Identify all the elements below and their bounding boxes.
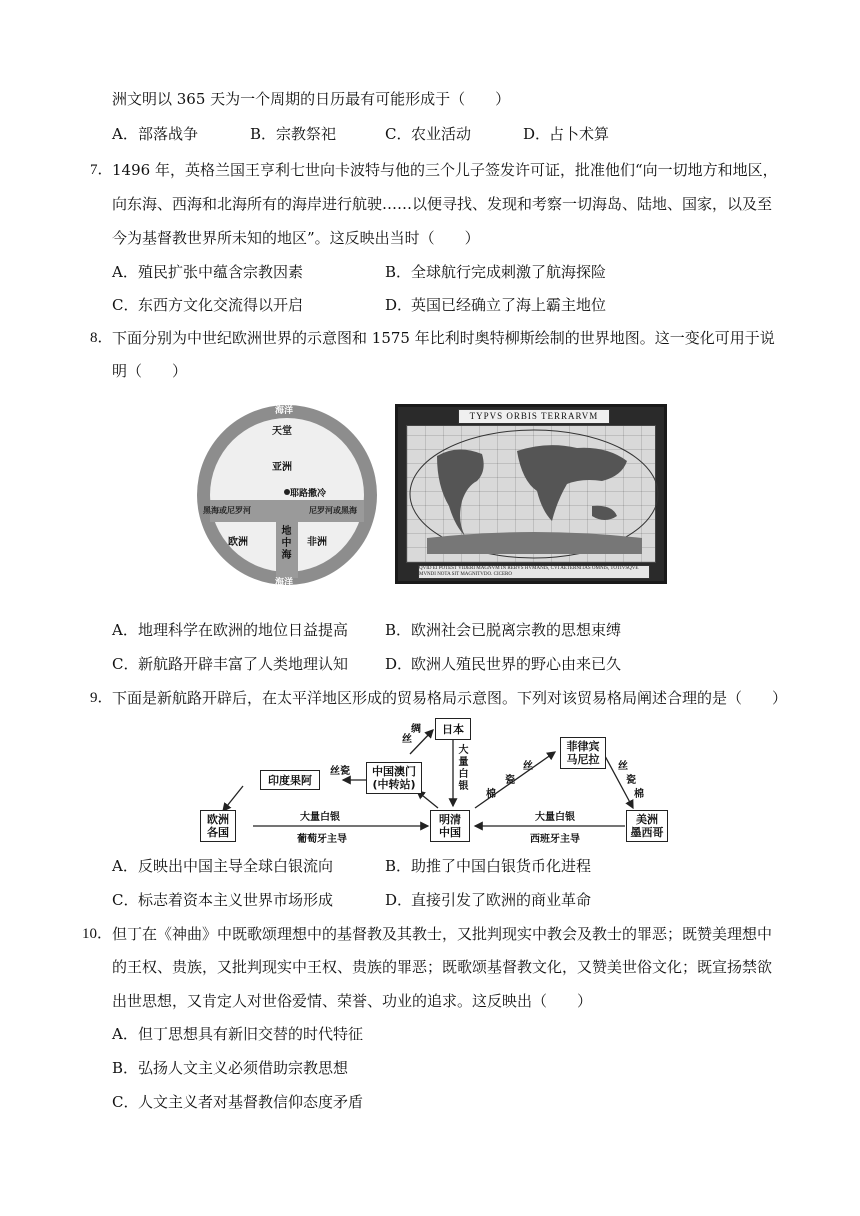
label-porcelain-right: 瓷 (505, 775, 515, 786)
q9-option-d[interactable] (385, 890, 591, 910)
ortelius-world-map (395, 404, 667, 584)
q10-option-b[interactable] (112, 1058, 348, 1078)
option-text: 欧洲人殖民世界的野心由来已久 (411, 655, 622, 673)
option-key: A． (112, 263, 138, 281)
node-macau: 中国澳门 (中转站) (366, 762, 422, 794)
q7-stem-line-3: 今为基督教世界所未知的地区”。这反映出当时（ ） (112, 229, 480, 247)
option-key: D． (385, 296, 413, 314)
option-key: B． (385, 263, 412, 281)
label-silk-porcelain: 丝瓷 (330, 766, 350, 777)
option-text: 人文主义者对基督教信仰态度矛盾 (138, 1093, 364, 1111)
label-cotton-far: 棉 (634, 789, 644, 800)
world-map-title: TYPVS ORBIS TERRARVM (458, 409, 610, 424)
option-key: C． (112, 891, 139, 909)
option-text: 英国已经确立了海上霸主地位 (411, 296, 607, 314)
option-key: C． (112, 296, 139, 314)
option-text: 全球航行完成刺激了航海探险 (411, 263, 607, 281)
q7-stem-line-1: 1496 年，英格兰国王亨利七世向卡波特与他的三个儿子签发许可证，批准他们“向一切地方和地区， (112, 161, 778, 179)
q6-stem-tail: 洲文明以 365 天为一个周期的日历最有可能形成于（ ） (112, 90, 511, 108)
q6-option-c[interactable] (385, 124, 471, 144)
q10-stem-line-2: 的王权、贵族，又批判现实中王权、贵族的罪恶；既歌颂基督教文化，又赞美世俗文化；既宣扬禁欲 (112, 958, 773, 976)
t-o-jerusalem: 耶路撒冷 (290, 489, 327, 499)
q9-option-b[interactable] (385, 856, 591, 876)
option-text: 直接引发了欧洲的商业革命 (411, 891, 592, 909)
label-silver-left: 大量白银 (300, 812, 340, 823)
q8-option-c[interactable] (112, 654, 348, 674)
option-key: D． (523, 125, 551, 143)
q9-number: 9． (90, 690, 113, 706)
q6-option-a[interactable] (112, 124, 198, 144)
node-europe: 欧洲 各国 (200, 810, 236, 842)
option-text: 占卜术算 (549, 125, 610, 143)
option-key: C． (112, 655, 139, 673)
option-text: 助推了中国白银货币化进程 (411, 857, 592, 875)
option-text: 标志着资本主义世界市场形成 (138, 891, 334, 909)
q7-option-b[interactable] (385, 262, 606, 282)
option-text: 地理科学在欧洲的地位日益提高 (138, 621, 349, 639)
q6-option-b[interactable] (250, 124, 336, 144)
option-key: B． (250, 125, 277, 143)
option-text: 但丁思想具有新旧交替的时代特征 (138, 1025, 364, 1043)
t-o-ocean-top: 海洋 (275, 406, 294, 416)
label-silk-right: 丝 (523, 761, 533, 772)
q8-number: 8． (90, 330, 113, 346)
node-manila: 菲律宾 马尼拉 (560, 737, 606, 769)
t-o-heaven: 天堂 (272, 426, 292, 437)
t-o-africa: 非洲 (307, 537, 327, 548)
option-key: C． (385, 125, 412, 143)
q8-option-d[interactable] (385, 654, 621, 674)
label-silver-right: 大量白银 (535, 812, 575, 823)
q8-option-b[interactable] (385, 620, 621, 640)
option-text: 宗教祭祀 (276, 125, 337, 143)
q10-stem-line-3: 出世思想，又肯定人对世俗爱情、荣誉、功业的追求。这反映出（ ） (112, 992, 593, 1010)
q10-option-a[interactable] (112, 1024, 363, 1044)
world-map-caption: QVID EI POTEST VIDERI MAGNVM IN REBVS HVMANIS, CVI AETERNITAS OMNIS, TOTIVSQVE MVNDI NOTA SIT MAGNITVDO. CICERO (418, 565, 650, 579)
option-key: D． (385, 655, 413, 673)
q8-stem-line-2: 明（ ） (112, 362, 188, 380)
q7-number: 7． (90, 162, 113, 178)
t-o-mediterranean: 地中海 (281, 526, 292, 561)
option-text: 东西方文化交流得以开启 (138, 296, 304, 314)
option-key: A． (112, 1025, 138, 1043)
option-key: B． (385, 857, 412, 875)
label-porcelain-far: 瓷 (626, 775, 636, 786)
option-key: A． (112, 125, 138, 143)
node-japan: 日本 (435, 718, 471, 740)
option-text: 新航路开辟丰富了人类地理认知 (138, 655, 349, 673)
option-key: C． (112, 1093, 139, 1111)
option-key: A． (112, 857, 138, 875)
option-text: 部落战争 (138, 125, 199, 143)
label-spain: 西班牙主导 (530, 834, 580, 845)
q9-stem-line-1: 下面是新航路开辟后，在太平洋地区形成的贸易格局示意图。下列对该贸易格局阐述合理的是（ ） (112, 689, 788, 707)
label-cotton-right: 棉 (486, 789, 496, 800)
option-key: B． (385, 621, 412, 639)
label-silk-1: 丝 (402, 734, 412, 745)
node-ming-qing: 明清 中国 (430, 810, 470, 842)
world-map-continents (407, 426, 661, 562)
label-silk-far: 丝 (618, 761, 628, 772)
label-silk-top: 绸 (411, 724, 421, 735)
q6-option-d[interactable] (523, 124, 609, 144)
option-text: 弘扬人文主义必须借助宗教思想 (138, 1059, 349, 1077)
option-text: 殖民扩张中蕴含宗教因素 (138, 263, 304, 281)
node-mexico: 美洲 墨西哥 (626, 810, 668, 842)
label-silver-vertical: 大量白银 (458, 745, 469, 792)
q10-option-c[interactable] (112, 1092, 363, 1112)
option-text: 欧洲社会已脱离宗教的思想束缚 (411, 621, 622, 639)
option-key: D． (385, 891, 413, 909)
t-o-ocean-bottom: 海洋 (275, 578, 294, 588)
q7-option-a[interactable] (112, 262, 303, 282)
label-portugal: 葡萄牙主导 (297, 834, 347, 845)
q7-option-d[interactable] (385, 295, 606, 315)
q10-number: 10． (82, 926, 113, 942)
t-o-asia: 亚洲 (272, 462, 292, 473)
option-key: B． (112, 1059, 139, 1077)
t-o-right-arm: 尼罗河或黑海 (309, 506, 357, 515)
q7-stem-line-2: 向东海、西海和北海所有的海岸进行航驶……以便寻找、发现和考察一切海岛、陆地、国家，以及至 (112, 195, 773, 213)
q10-stem-line-1: 但丁在《神曲》中既歌颂理想中的基督教及其教士，又批判现实中教会及教士的罪恶；既赞美理想中 (112, 925, 773, 943)
node-india-goa: 印度果阿 (260, 770, 320, 790)
t-o-europe: 欧洲 (228, 537, 248, 548)
q9-option-a[interactable] (112, 856, 333, 876)
option-key: A． (112, 621, 138, 639)
world-map-grid (406, 425, 656, 563)
q9-option-c[interactable] (112, 890, 333, 910)
option-text: 农业活动 (411, 125, 472, 143)
q7-option-c[interactable] (112, 295, 303, 315)
q8-stem-line-1: 下面分别为中世纪欧洲世界的示意图和 1575 年比利时奥特柳斯绘制的世界地图。这一变化可用于说 (112, 329, 775, 347)
t-o-left-arm: 黑海或尼罗河 (203, 506, 251, 515)
q8-option-a[interactable] (112, 620, 348, 640)
option-text: 反映出中国主导全球白银流向 (138, 857, 334, 875)
